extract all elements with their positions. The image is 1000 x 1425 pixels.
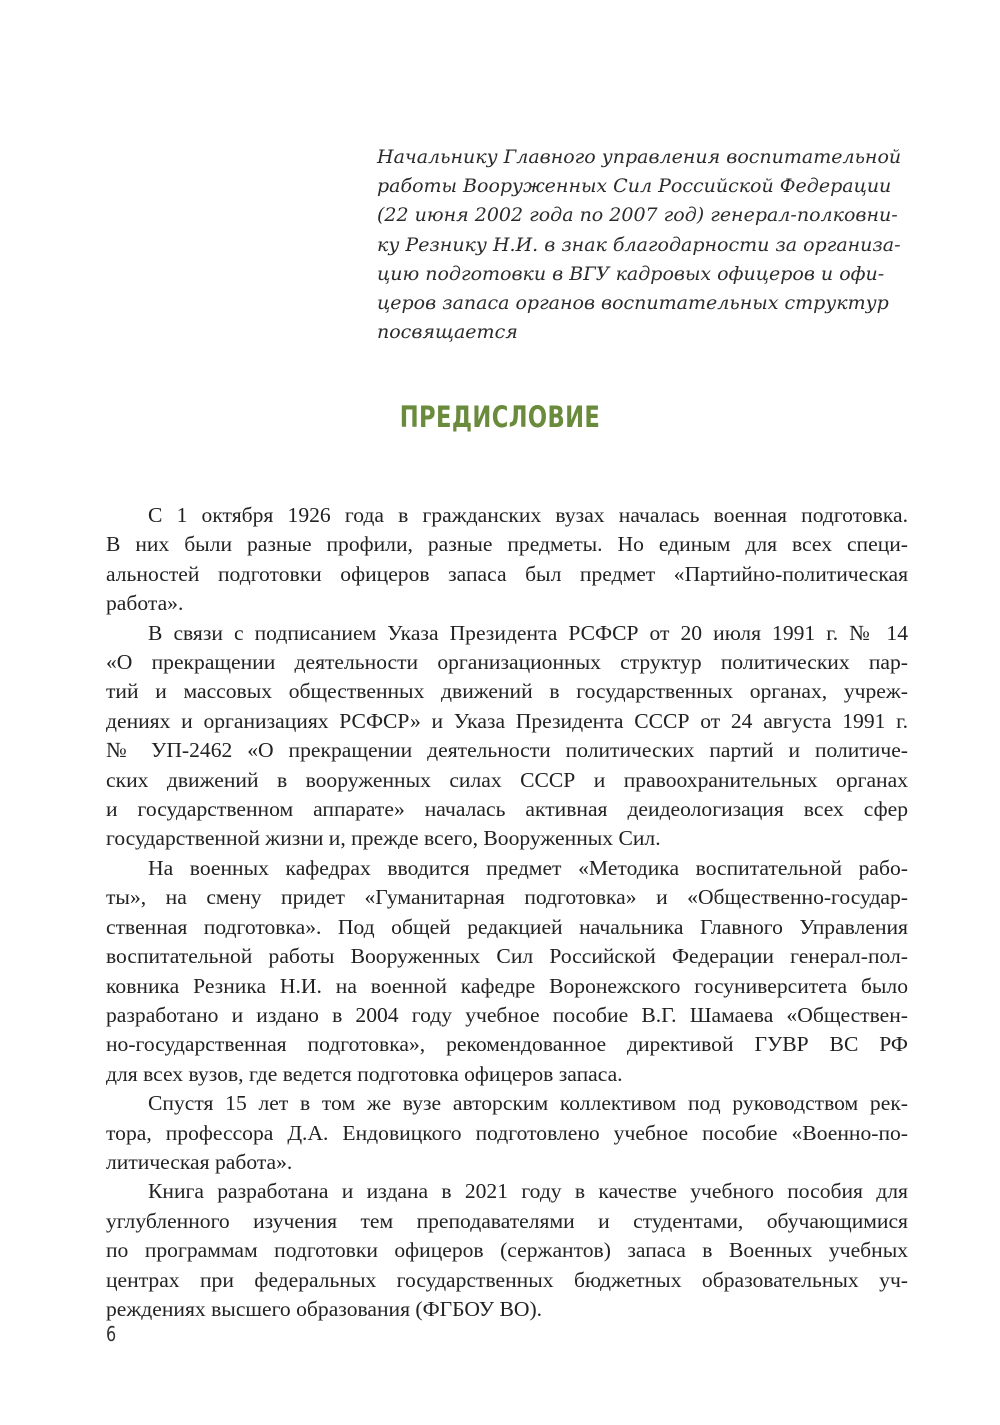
dedication-line: (22 июня 2002 года по 2007 год) генерал-полковни- <box>377 204 898 227</box>
text-line: В них были разные профили, разные предметы. Но единым для всех специ- <box>106 532 908 557</box>
dedication-line: посвящается <box>377 321 518 344</box>
text-line: по программам подготовки офицеров (сержантов) запаса в Военных учебных <box>106 1238 908 1263</box>
dedication-block <box>377 143 907 347</box>
text-line: работа». <box>106 591 184 616</box>
paragraph <box>106 1089 908 1177</box>
text-line: альностей подготовки офицеров запаса был предмет «Партийно-политическая <box>106 561 908 586</box>
text-line: ских движений в вооруженных силах СССР и правоохранительных органах <box>106 767 908 792</box>
page-number: 6 <box>106 1322 117 1346</box>
dedication-line: церов запаса органов воспитательных структур <box>377 292 889 315</box>
preface-body <box>106 501 908 1324</box>
text-line: ственная подготовка». Под общей редакцией начальника Главного Управления <box>106 914 908 939</box>
text-line: Спустя 15 лет в том же вузе авторским коллективом под руководством рек- <box>148 1091 908 1116</box>
text-line: тий и массовых общественных движений в государственных органах, учреж- <box>106 679 908 704</box>
text-line: тора, профессора Д.А. Ендовицкого подготовлено учебное пособие «Военно-по- <box>106 1120 908 1145</box>
section-heading: ПРЕДИСЛОВИЕ <box>399 400 601 434</box>
text-line: ковника Резника Н.И. на военной кафедре Воронежского госуниверситета было <box>106 973 908 998</box>
dedication-line: ку Резнику Н.И. в знак благодарности за организа- <box>377 233 901 256</box>
paragraph <box>106 854 908 1089</box>
text-line: воспитательной работы Вооруженных Сил Российской Федерации генерал-пол- <box>106 944 908 969</box>
paragraph <box>106 619 908 854</box>
paragraph <box>106 1177 908 1324</box>
text-line: № УП-2462 «О прекращении деятельности политических партий и политиче- <box>106 738 908 763</box>
text-line: разработано и издано в 2004 году учебное пособие В.Г. Шамаева «Обществен- <box>106 1002 908 1027</box>
text-line: дениях и организациях РСФСР» и Указа Президента СССР от 24 августа 1991 г. <box>106 708 908 733</box>
text-line: центрах при федеральных государственных бюджетных образовательных уч- <box>106 1267 908 1292</box>
text-line: государственной жизни и, прежде всего, Вооруженных Сил. <box>106 826 661 851</box>
text-line: В связи с подписанием Указа Президента РСФСР от 20 июля 1991 г. № 14 <box>148 620 908 645</box>
text-line: Книга разработана и издана в 2021 году в качестве учебного пособия для <box>148 1179 908 1204</box>
text-line: С 1 октября 1926 года в гражданских вузах началась военная подготовка. <box>148 503 908 527</box>
paragraph <box>106 501 908 619</box>
text-line: литическая работа». <box>106 1149 293 1174</box>
dedication-line: цию подготовки в ВГУ кадровых офицеров и офи- <box>377 262 885 285</box>
dedication-line: Начальнику Главного управления воспитательной <box>377 146 902 168</box>
text-line: На военных кафедрах вводится предмет «Методика воспитательной рабо- <box>148 855 908 880</box>
text-line: реждениях высшего образования (ФГБОУ ВО). <box>106 1296 543 1321</box>
text-line: углубленного изучения тем преподавателями и студентами, обучающимися <box>106 1208 908 1233</box>
text-line: «О прекращении деятельности организационных структур политических пар- <box>106 650 908 675</box>
text-line: и государственном аппарате» началась активная деидеологизация всех сфер <box>106 797 908 822</box>
text-line: для всех вузов, где ведется подготовка офицеров запаса. <box>106 1061 623 1086</box>
text-line: ты», на смену придет «Гуманитарная подготовка» и «Общественно-государ- <box>106 885 908 910</box>
text-line: но-государственная подготовка», рекомендованное директивой ГУВР ВС РФ <box>106 1032 908 1057</box>
dedication-line: работы Вооруженных Сил Российской Федерации <box>377 175 892 198</box>
